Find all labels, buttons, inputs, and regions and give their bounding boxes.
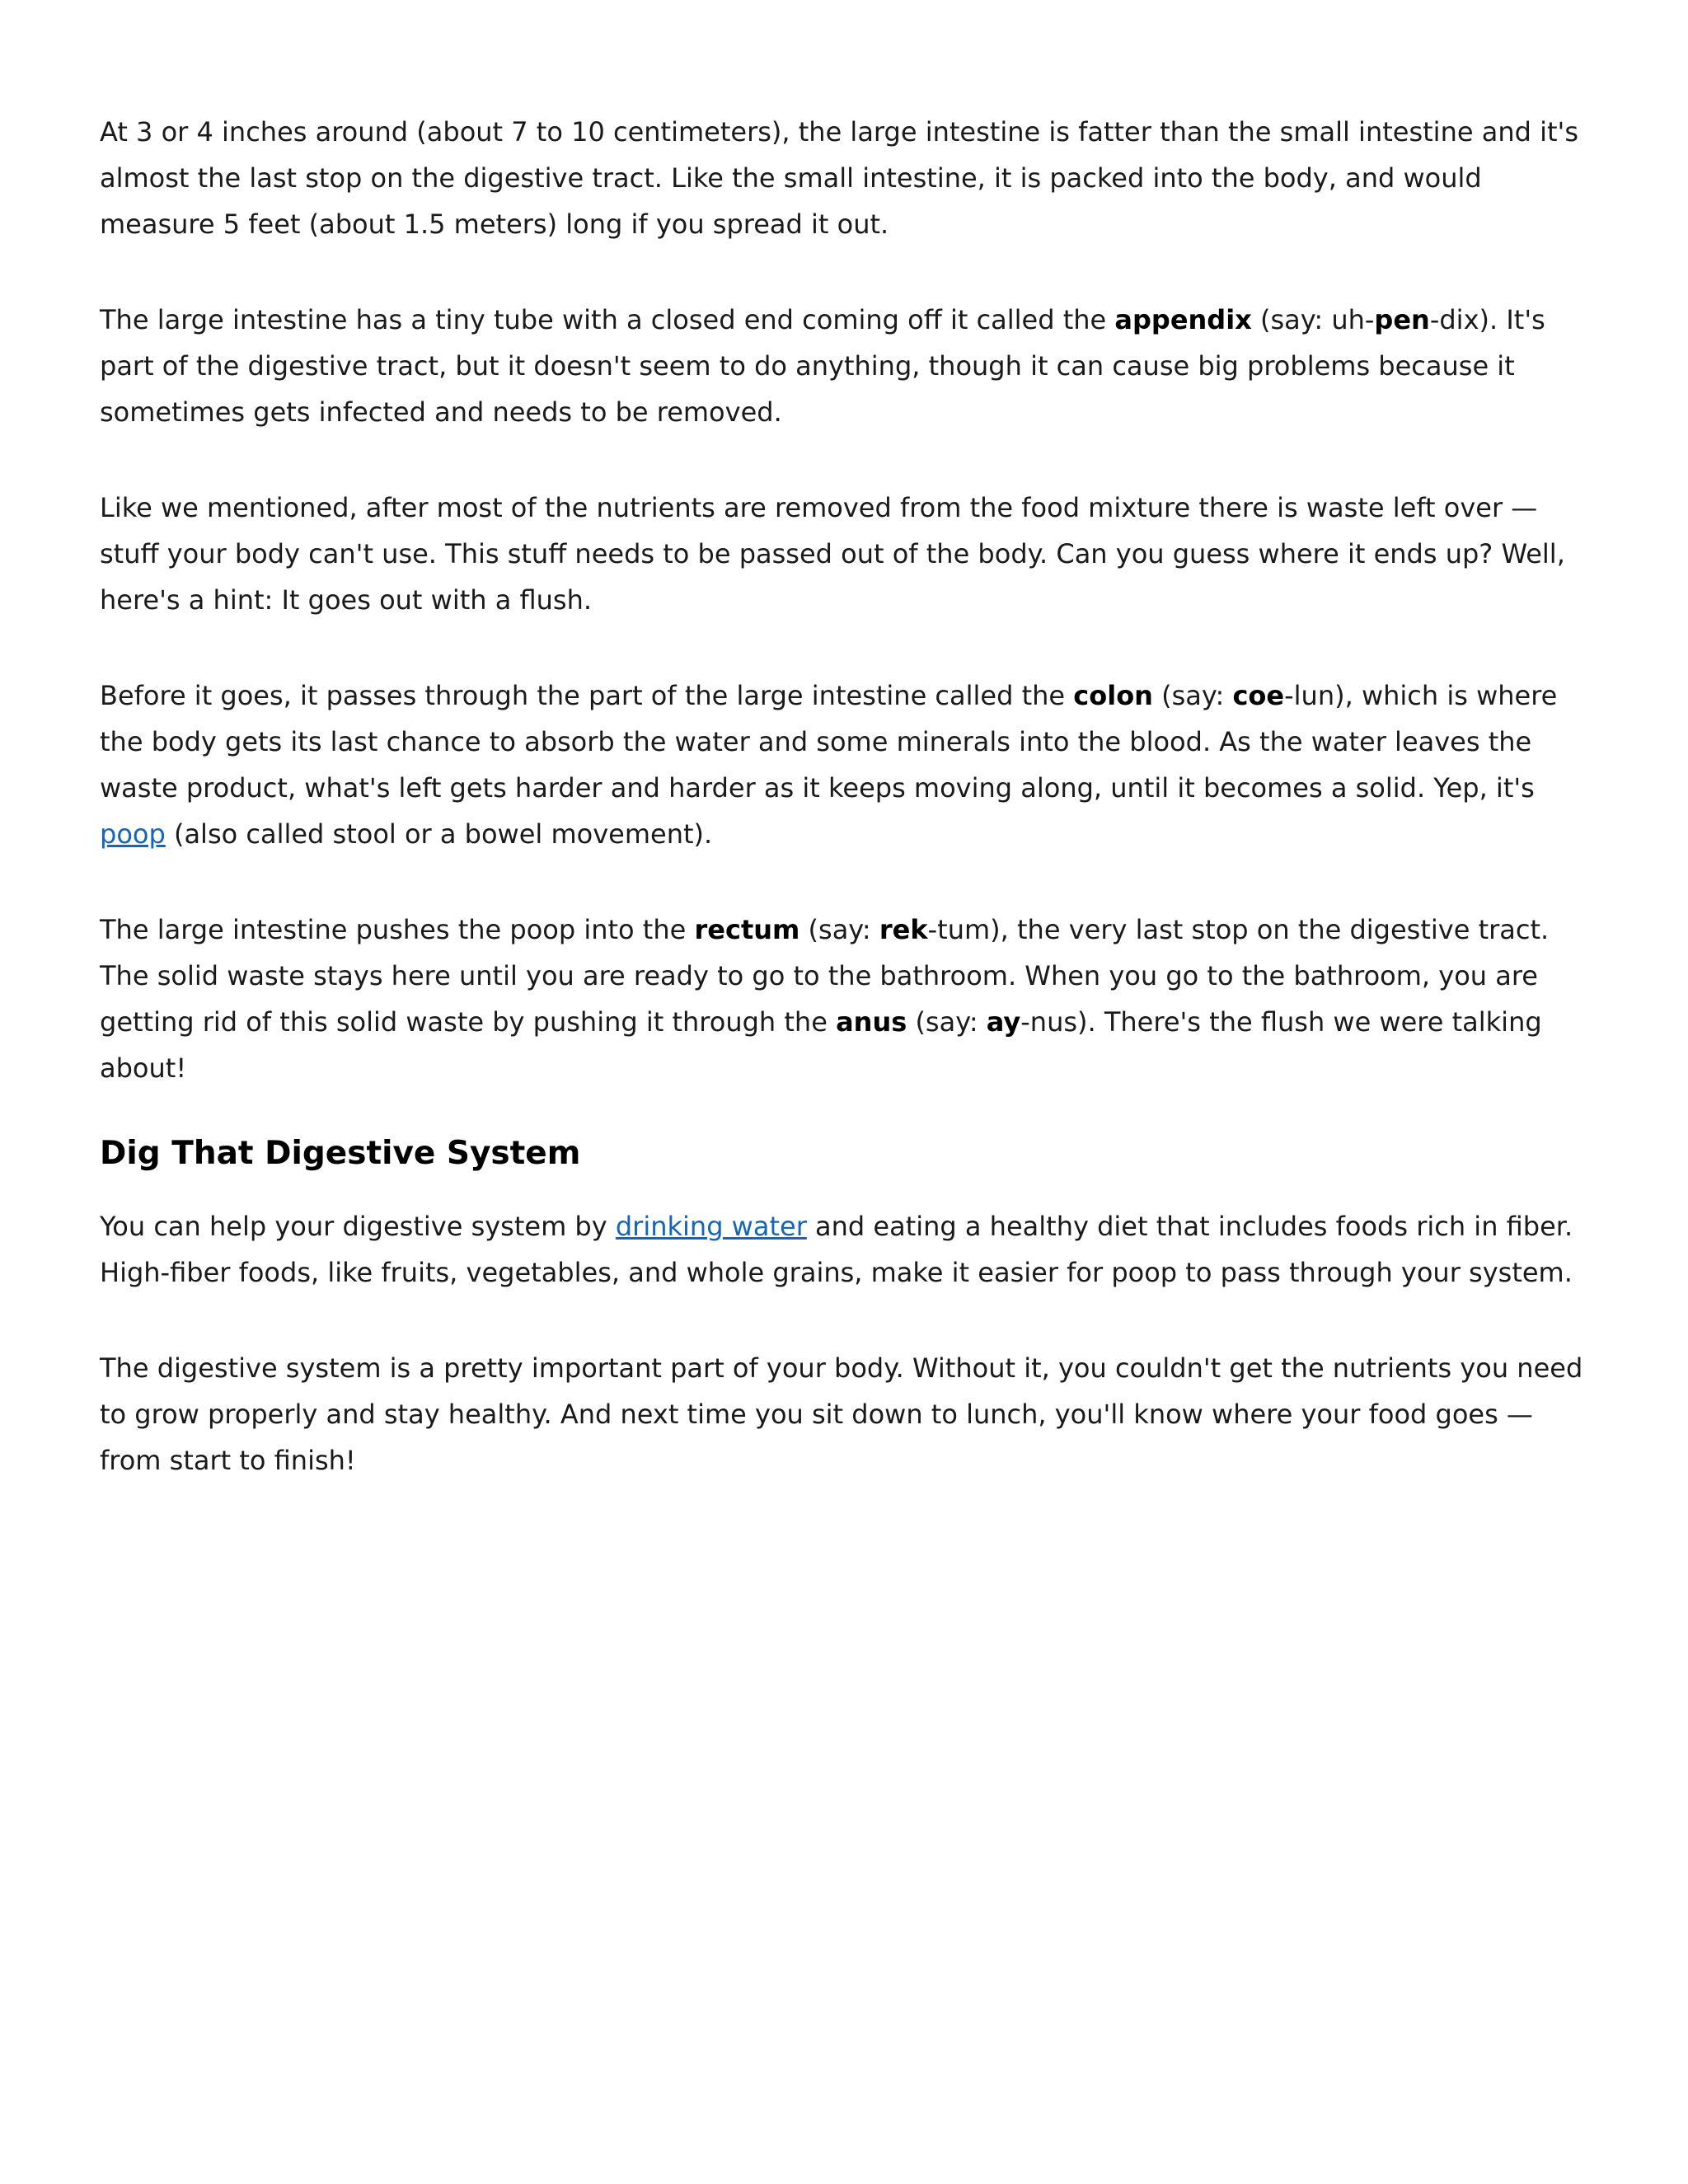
paragraph-colon [100, 673, 1587, 857]
term-appendix: appendix [1114, 304, 1252, 335]
paragraph-healthy-diet [100, 1203, 1587, 1296]
paragraph-text: You can help your digestive system by [100, 1211, 616, 1242]
poop-link[interactable]: poop [100, 818, 166, 850]
paragraph-appendix [100, 297, 1587, 435]
paragraph-text: The large intestine pushes the poop into the [100, 914, 695, 945]
paragraph-large-intestine-size [100, 109, 1587, 247]
term-colon: colon [1073, 680, 1153, 711]
paragraph-text: (say: [907, 1006, 987, 1038]
pronunciation-stress: pen [1374, 304, 1430, 335]
paragraph-text: Like we mentioned, after most of the nutrients are removed from the food mixture there is waste left over — stuff your body can't use. This stuff needs to be passed out of the body. Can you guess where it ends up? Well, here's a hint: It goes out with a flush. [100, 492, 1565, 616]
pronunciation-stress: ay [986, 1006, 1021, 1038]
paragraph-text: (say: uh- [1251, 304, 1375, 335]
term-rectum: rectum [694, 914, 800, 945]
paragraph-waste [100, 485, 1587, 623]
paragraph-text: The large intestine has a tiny tube with a closed end coming off it called the [100, 304, 1115, 335]
paragraph-rectum [100, 907, 1587, 1091]
term-anus: anus [836, 1006, 907, 1038]
paragraph-text: Before it goes, it passes through the part of the large intestine called the [100, 680, 1074, 711]
paragraph-text: (say: [799, 914, 879, 945]
article-body [100, 109, 1587, 1483]
section-heading: Dig That Digestive System [100, 1135, 581, 1172]
paragraph-text: and eating a healthy diet that includes foods rich in fiber. High-fiber foods, like fruits, vegetables, and whole grains, make it easier for poop to pass through your system. [100, 1211, 1573, 1288]
paragraph-text: At 3 or 4 inches around (about 7 to 10 centimeters), the large intestine is fatter than the small intestine and it's almost the last stop on the digestive tract. Like the small intestine, it is packed into the body, and would measure 5 feet (about 1.5 meters) long if you spread it out. [100, 116, 1578, 240]
pronunciation-stress: rek [879, 914, 928, 945]
drinking-water-link[interactable]: drinking water [615, 1211, 807, 1242]
paragraph-conclusion [100, 1345, 1587, 1483]
paragraph-text: The digestive system is a pretty important part of your body. Without it, you couldn't get the nutrients you need to grow properly and stay healthy. And next time you sit down to lunch, you'll know where your food goes — from start to finish! [100, 1352, 1583, 1476]
paragraph-text: -dix). It's part of the digestive tract, but it doesn't seem to do anything, though it can cause big problems because it sometimes gets infected and needs to be removed. [100, 304, 1545, 428]
paragraph-text: -nus). There's the flush we were talking about! [100, 1006, 1542, 1084]
paragraph-text: -lun), which is where the body gets its last chance to absorb the water and some minerals into the blood. As the water leaves the waste product, what's left gets harder and harder as it keeps moving along, until it becomes a solid. Yep, it's [100, 680, 1558, 804]
paragraph-text: -tum), the very last stop on the digestive tract. The solid waste stays here until you are ready to go to the bathroom. When you go to the bathroom, you are getting rid of this solid waste by pushing it through the [100, 914, 1550, 1038]
paragraph-text: (also called stool or a bowel movement). [165, 818, 713, 850]
paragraph-text: (say: [1152, 680, 1233, 711]
pronunciation-stress: coe [1232, 680, 1285, 711]
